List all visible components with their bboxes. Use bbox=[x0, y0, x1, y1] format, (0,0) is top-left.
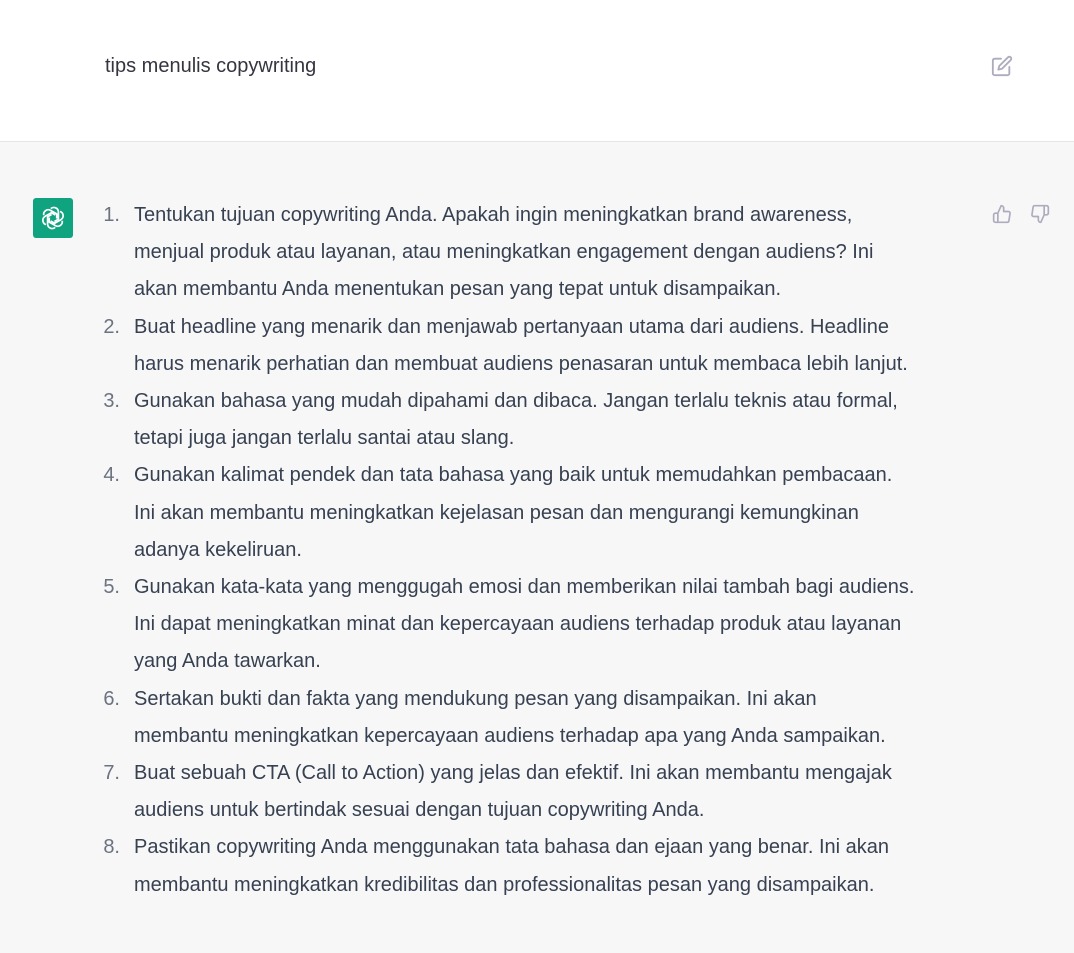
list-item-number: 3. bbox=[103, 390, 120, 413]
list-item-text-line: tetapi juga jangan terlalu santai atau slang. bbox=[134, 427, 515, 450]
list-item-number: 1. bbox=[103, 204, 120, 226]
list-item bbox=[0, 383, 1000, 457]
list-item-number: 2. bbox=[103, 315, 120, 338]
thumbs-up-button[interactable] bbox=[990, 202, 1014, 226]
list-item-text-line: audiens untuk bertindak sesuai dengan tujuan copywriting Anda. bbox=[134, 799, 705, 822]
list-item bbox=[0, 681, 1000, 755]
list-item-text-line: membantu meningkatkan kepercayaan audiens terhadap apa yang Anda sampaikan. bbox=[134, 724, 886, 747]
list-item-text-line: Ini dapat meningkatkan minat dan kepercayaan audiens terhadap produk atau layanan bbox=[134, 613, 902, 636]
list-item-text-line: Ini akan membantu meningkatkan kejelasan pesan dan mengurangi kemungkinan bbox=[134, 501, 859, 524]
thumbs-down-icon bbox=[1030, 204, 1050, 224]
list-item bbox=[0, 309, 1000, 383]
list-item-number: 5. bbox=[103, 576, 120, 599]
list-item-number: 4. bbox=[103, 464, 120, 487]
list-item-text-line: Gunakan kalimat pendek dan tata bahasa yang baik untuk memudahkan pembacaan. bbox=[134, 464, 893, 487]
list-item-text-line: membantu meningkatkan kredibilitas dan professionalitas pesan yang disampaikan. bbox=[134, 873, 875, 896]
list-item-number: 8. bbox=[103, 836, 120, 859]
thumbs-up-icon bbox=[992, 204, 1012, 224]
list-item-number: 6. bbox=[103, 687, 120, 710]
list-item-text-line: Gunakan bahasa yang mudah dipahami dan dibaca. Jangan terlalu teknis atau formal, bbox=[134, 390, 898, 413]
list-item-number: 7. bbox=[103, 762, 120, 785]
list-item-text-line: harus menarik perhatian dan membuat audiens penasaran untuk membaca lebih lanjut. bbox=[134, 352, 908, 375]
list-item-text-line: Buat headline yang menarik dan menjawab pertanyaan utama dari audiens. Headline bbox=[134, 315, 889, 338]
list-item-text-line: menjual produk atau layanan, atau meningkatkan engagement dengan audiens? Ini bbox=[134, 241, 874, 264]
answer-list bbox=[0, 197, 1000, 904]
thumbs-down-button[interactable] bbox=[1028, 202, 1052, 226]
user-message-text: tips menulis copywriting bbox=[105, 55, 317, 77]
assistant-message-row bbox=[0, 142, 1074, 953]
list-item-text-line: Buat sebuah CTA (Call to Action) yang jelas dan efektif. Ini akan membantu mengajak bbox=[134, 762, 892, 785]
list-item bbox=[0, 457, 1000, 569]
list-item-text-line: yang Anda tawarkan. bbox=[134, 650, 321, 673]
edit-square-pencil-icon bbox=[991, 55, 1013, 77]
list-item-text-line: Sertakan bukti dan fakta yang mendukung pesan yang disampaikan. Ini akan bbox=[134, 687, 817, 710]
list-item-text-line: Pastikan copywriting Anda menggunakan tata bahasa dan ejaan yang benar. Ini akan bbox=[134, 836, 889, 859]
list-item-text-line: akan membantu Anda menentukan pesan yang tepat untuk disampaikan. bbox=[134, 278, 782, 301]
list-item bbox=[0, 569, 1000, 681]
list-item-text-line: adanya kekeliruan. bbox=[134, 538, 302, 561]
list-item-text-line: Gunakan kata-kata yang menggugah emosi dan memberikan nilai tambah bagi audiens. bbox=[134, 576, 915, 599]
list-item-text-line: Tentukan tujuan copywriting Anda. Apakah ingin meningkatkan brand awareness, bbox=[134, 204, 853, 226]
list-item bbox=[0, 755, 1000, 829]
user-message-row bbox=[0, 0, 1074, 142]
list-item bbox=[0, 197, 1000, 309]
edit-message-button[interactable] bbox=[989, 53, 1015, 79]
list-item bbox=[0, 829, 1000, 903]
